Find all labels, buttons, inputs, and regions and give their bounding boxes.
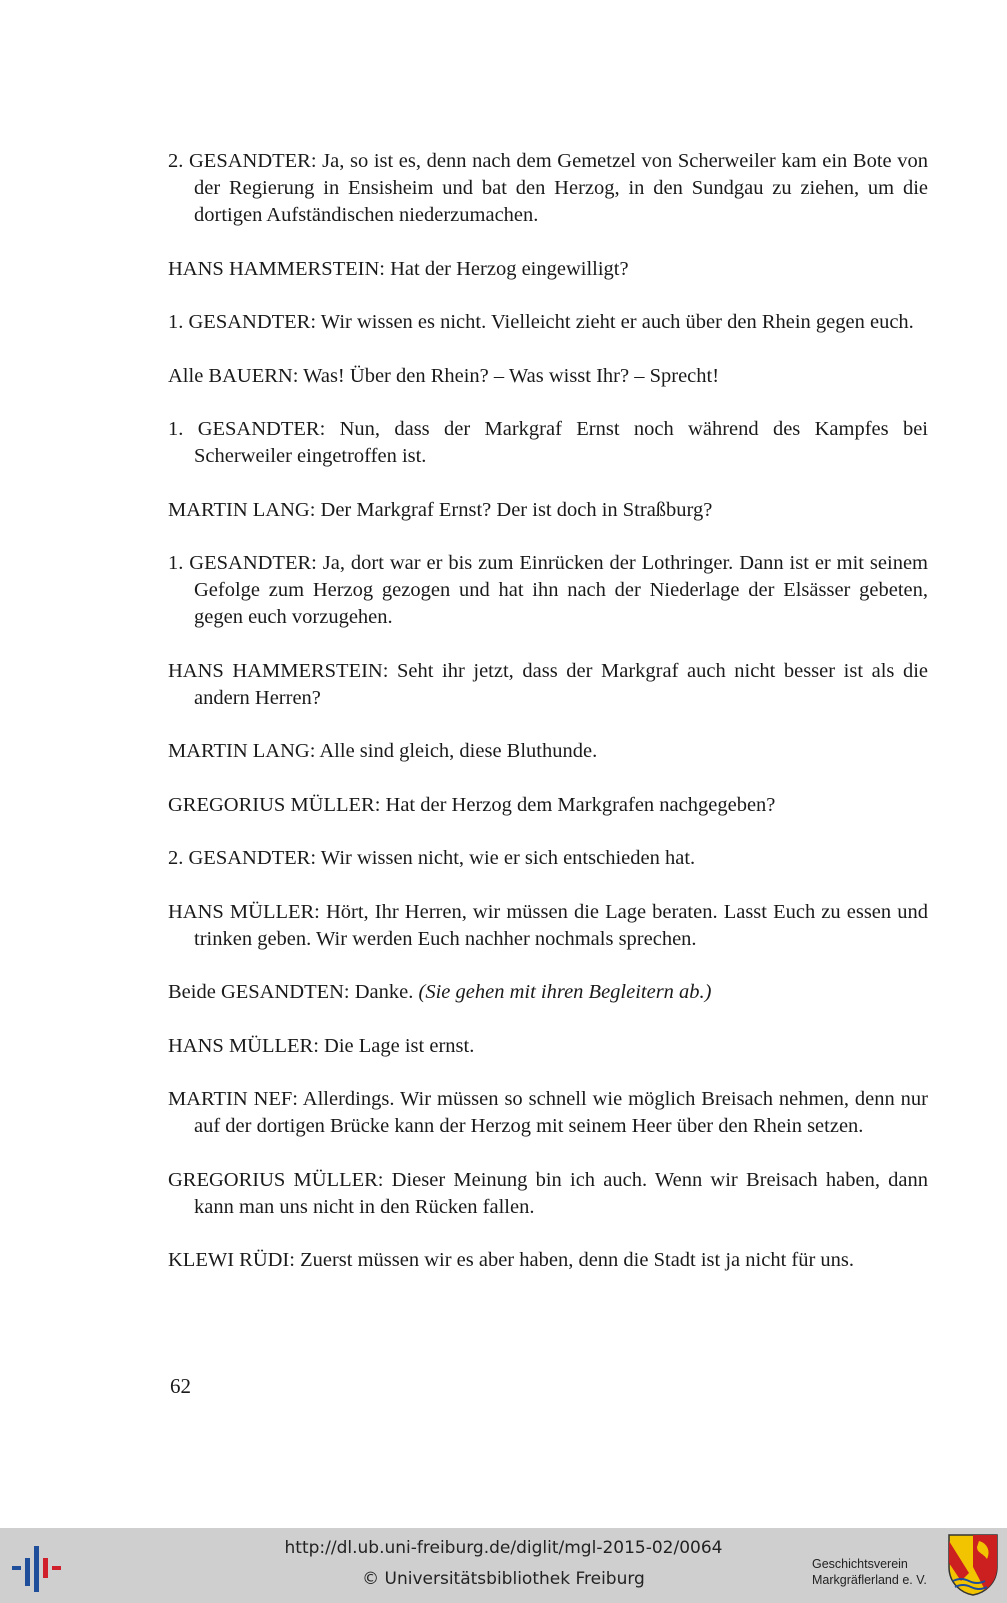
dialogue-line: MARTIN NEF: Allerdings. Wir müssen so schnell wie möglich Breisach nehmen, denn nur auf der dortigen Brücke kann der Herzog mit seinem Heer über den Rhein setzen.: [168, 1088, 928, 1137]
society-name: [812, 1556, 927, 1588]
dialogue-line: 2. GESANDTER: Wir wissen nicht, wie er sich entschieden hat.: [168, 847, 696, 869]
dialogue-line: 1. GESANDTER: Wir wissen es nicht. Vielleicht zieht er auch über den Rhein gegen euch.: [168, 311, 914, 333]
dialogue-speech: Beide GESANDTEN: Danke.: [168, 981, 414, 1003]
footer-bar: [0, 1528, 1007, 1603]
dialogue-line: HANS MÜLLER: Hört, Ihr Herren, wir müssen die Lage beraten. Lasst Euch zu essen und trinken geben. Wir werden Euch nachher nochmals sprechen.: [168, 900, 928, 950]
dialogue-line: HANS HAMMERSTEIN: Seht ihr jetzt, dass der Markgraf auch nicht besser ist als die andern Herren?: [168, 659, 928, 709]
dialogue-line: 2. GESANDTER: Ja, so ist es, denn nach dem Gemetzel von Scherweiler kam ein Bote von der Regierung in Ensisheim und bat den Herzog, in den Sundgau zu ziehen, um die dortigen Aufständischen niederzumachen.: [168, 150, 928, 226]
society-name-line-2: Markgräflerland e. V.: [812, 1573, 927, 1587]
permalink-url[interactable]: http://dl.ub.uni-freiburg.de/diglit/mgl-2015-02/0064: [284, 1538, 723, 1558]
page-number: 62: [170, 1374, 191, 1398]
dialogue-line: 1. GESANDTER: Ja, dort war er bis zum Einrücken der Lothringer. Dann ist er mit seinem Gefolge zum Herzog gezogen und hat ihn nach der Niederlage der Elsässer gebeten, gegen euch vorzugehen.: [168, 552, 928, 628]
dialogue-line-with-stage-direction: [168, 979, 928, 1006]
dialogue-line: KLEWI RÜDI: Zuerst müssen wir es aber haben, denn die Stadt ist ja nicht für uns.: [168, 1249, 855, 1271]
dialogue-line: HANS MÜLLER: Die Lage ist ernst.: [168, 1034, 475, 1057]
dialogue-line: MARTIN LANG: Der Markgraf Ernst? Der ist doch in Straßburg?: [168, 498, 713, 521]
society-name-line-1: Geschichtsverein: [812, 1557, 908, 1571]
dialogue-line: GREGORIUS MÜLLER: Dieser Meinung bin ich auch. Wenn wir Breisach haben, dann kann man uns nicht in den Rücken fallen.: [168, 1168, 928, 1218]
dialogue-line: MARTIN LANG: Alle sind gleich, diese Bluthunde.: [168, 740, 598, 762]
dialogue-line: GREGORIUS MÜLLER: Hat der Herzog dem Markgrafen nachgegeben?: [168, 793, 776, 816]
dialogue-line: 1. GESANDTER: Nun, dass der Markgraf Ernst noch während des Kampfes bei Scherweiler eingetroffen ist.: [168, 418, 928, 467]
stage-direction: (Sie gehen mit ihren Begleitern ab.): [418, 981, 712, 1003]
dialogue-text: [168, 148, 928, 1301]
copyright-notice: © Universitätsbibliothek Freiburg: [362, 1569, 645, 1589]
coat-of-arms-icon: [947, 1533, 999, 1597]
dialogue-line: HANS HAMMERSTEIN: Hat der Herzog eingewilligt?: [168, 257, 629, 280]
dialogue-line: Alle BAUERN: Was! Über den Rhein? – Was wisst Ihr? – Sprecht!: [168, 364, 720, 387]
